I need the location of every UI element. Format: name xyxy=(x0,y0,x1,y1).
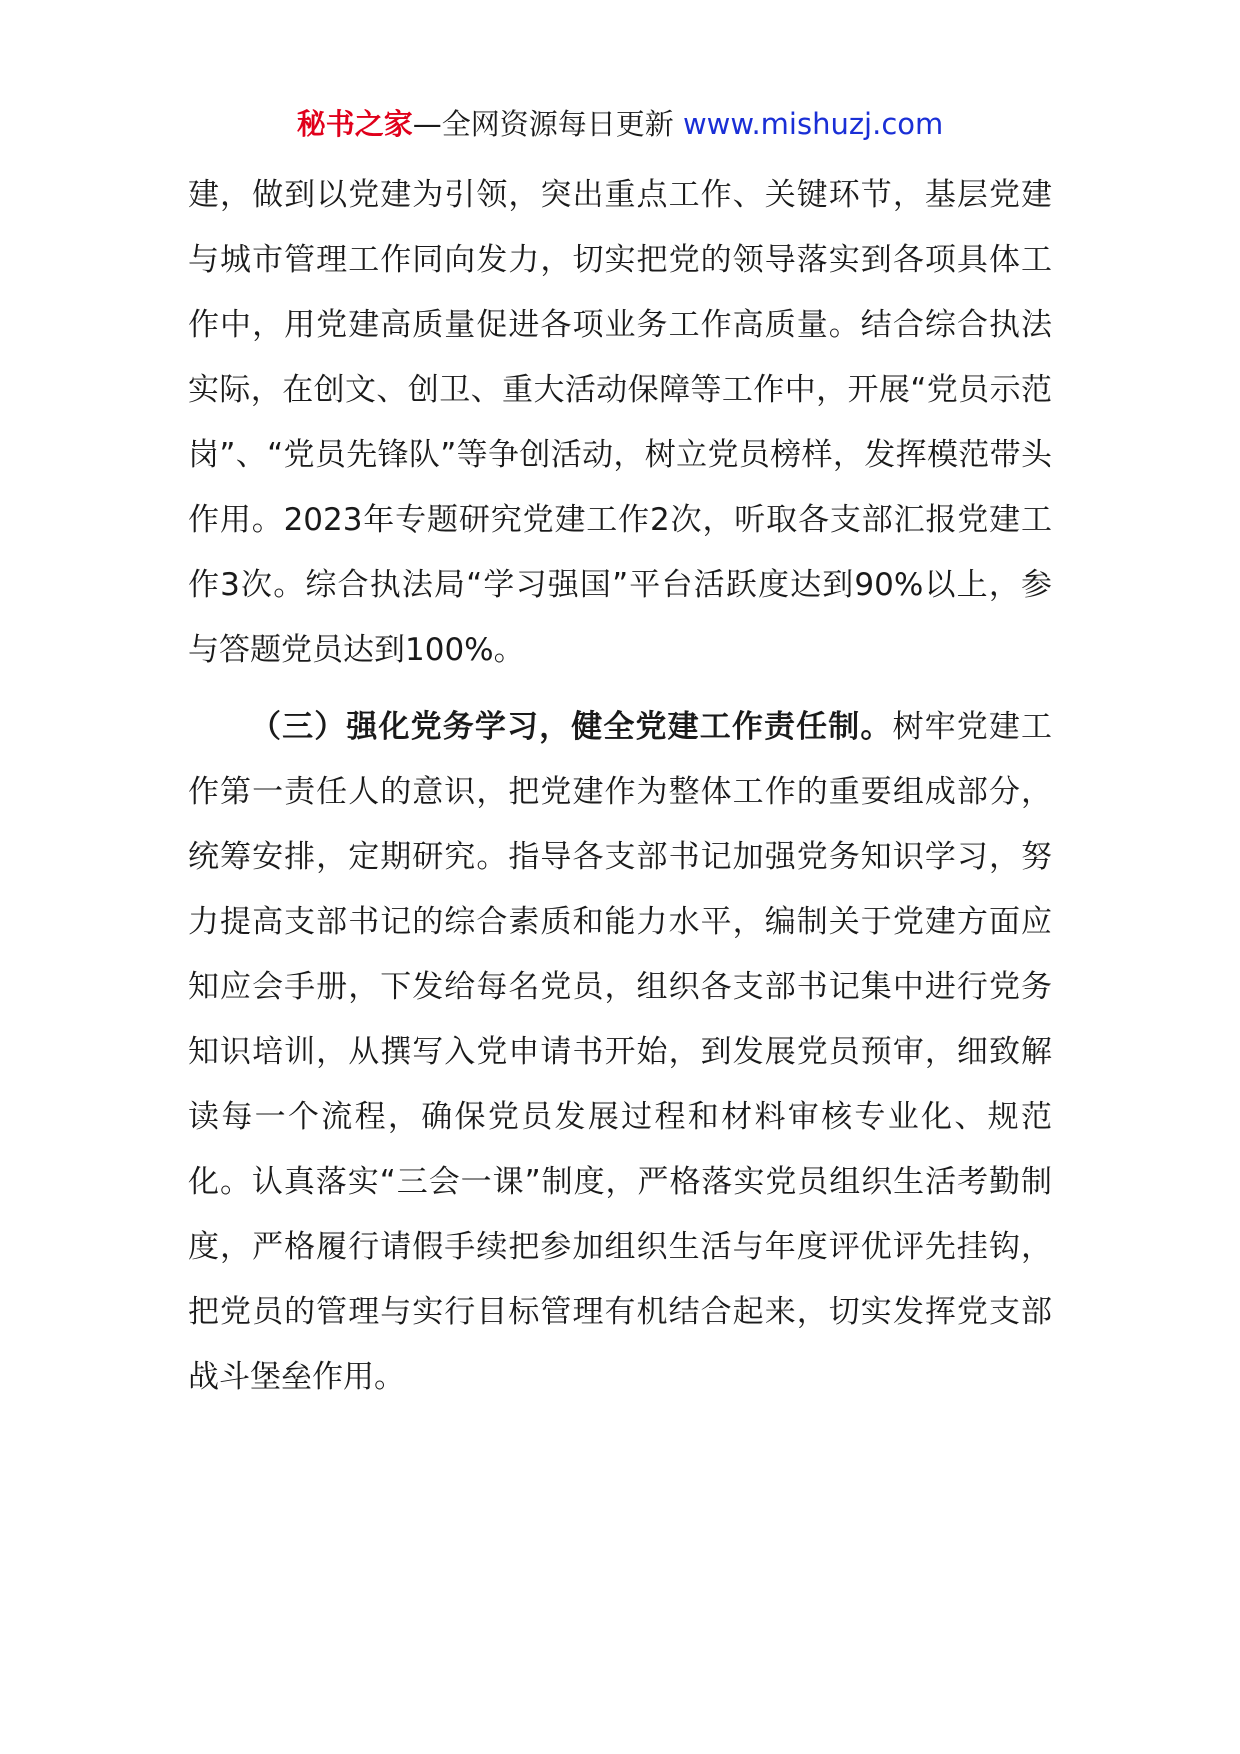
paragraph-1 xyxy=(188,163,1052,683)
document-body xyxy=(188,163,1052,1410)
header-tagline: —全网资源每日更新 xyxy=(412,107,683,141)
paragraph-2-text: 树牢党建工作第一责任人的意识，把党建作为整体工作的重要组成部分，统筹安排，定期研究。指导各支部书记加强党务知识学习，努力提高支部书记的综合素质和能力水平，编制关于党建方面应知应会手册，下发给每名党员，组织各支部书记集中进行党务知识培训，从撰写入党申请书开始，到发展党员预审，细致解读每一个流程，确保党员发展过程和材料审核专业化、规范化。认真落实“三会一课”制度，严格落实党员组织生活考勤制度，严格履行请假手续把参加组织生活与年度评优评先挂钩，把党员的管理与实行目标管理有机结合起来，切实发挥党支部战斗堡垒作用。 xyxy=(188,709,1052,1395)
paragraph-2 xyxy=(188,695,1052,1410)
site-url: www.mishuzj.com xyxy=(682,107,944,141)
section-heading: （三）强化党务学习，健全党建工作责任制。 xyxy=(250,709,893,745)
page-header xyxy=(0,104,1240,144)
paragraph-1-text: 建，做到以党建为引领，突出重点工作、关键环节，基层党建与城市管理工作同向发力，切实把党的领导落实到各项具体工作中，用党建高质量促进各项业务工作高质量。结合综合执法实际，在创文、创卫、重大活动保障等工作中，开展“党员示范岗”、“党员先锋队”等争创活动，树立党员榜样，发挥模范带头作用。2023年专题研究党建工作2次，听取各支部汇报党建工作3次。综合执法局“学习强国”平台活跃度达到90%以上，参与答题党员达到100%。 xyxy=(188,177,1052,668)
brand-name: 秘书之家 xyxy=(296,107,413,141)
